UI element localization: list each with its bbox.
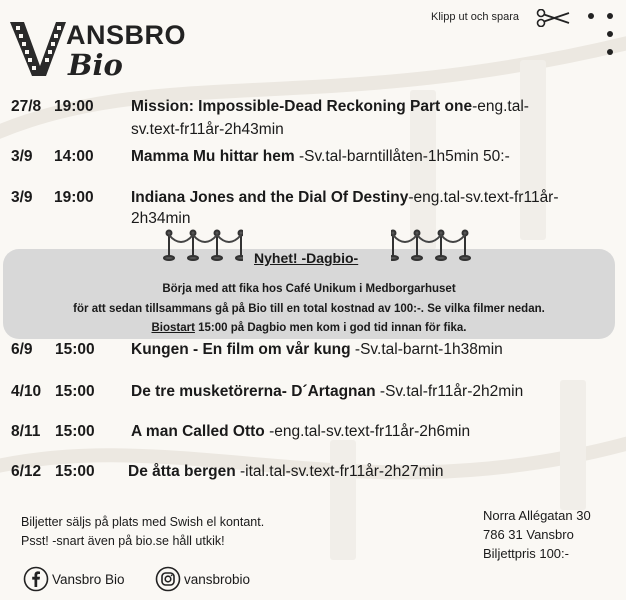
velvet-rope-icon: [391, 229, 471, 261]
instagram-label: vansbrobio: [184, 571, 251, 587]
screening-date: 6/12: [11, 463, 42, 480]
vansbro-bio-logo: [10, 18, 200, 82]
biostart-label: Biostart: [151, 322, 195, 334]
film-title: Indiana Jones and the Dial Of Destiny: [131, 189, 409, 206]
screening-time: 15:00: [55, 341, 95, 358]
screening-description: [131, 187, 559, 209]
address-city: 786 31 Vansbro: [483, 527, 574, 542]
ticket-info: [21, 513, 264, 551]
film-details: -eng.tal-sv.text-fr11år-2h6min: [264, 423, 471, 440]
screening-date: 3/9: [11, 148, 33, 165]
instagram-link[interactable]: [155, 566, 250, 592]
news-text-line: Börja med att fika hos Café Unikum i Medborgarhuset: [162, 283, 456, 295]
film-details-continued: sv.text-fr11år-2h43min: [131, 121, 284, 138]
screening-time: 15:00: [55, 383, 95, 400]
biostart-text: 15:00 på Dagbio men kom i god tid innan för fika.: [194, 322, 467, 334]
velvet-rope-icon: [163, 229, 243, 261]
film-details: -ital.tal-sv.text-fr11år-2h27min: [235, 463, 444, 480]
film-details-continued: 2h34min: [131, 210, 191, 227]
screening-description: [131, 421, 470, 443]
ticket-price: Biljettpris 100:-: [483, 546, 569, 561]
news-text-line: för att sedan tillsammans gå på Bio till en total kostnad av 100:-. Se vilka filmer nedan.: [73, 303, 545, 315]
brand-name: ANSBRO: [66, 20, 187, 50]
clip-and-save-label: Klipp ut och spara: [431, 11, 520, 23]
film-details: -eng.tal-: [472, 98, 529, 115]
screening-description: [128, 461, 444, 483]
film-details: -Sv.tal-barntillåten-1h5min 50:-: [294, 148, 510, 165]
screening-time: 15:00: [55, 463, 95, 480]
screening-description: [131, 381, 523, 403]
screening-description: [131, 339, 503, 361]
film-title: De tre musketörerna- D´Artagnan: [131, 383, 376, 400]
film-title: Mission: Impossible-Dead Reckoning Part one: [131, 98, 473, 115]
facebook-label: Vansbro Bio: [52, 571, 125, 587]
screening-description: [131, 96, 529, 118]
film-title: De åtta bergen: [128, 463, 236, 480]
address-block: [483, 506, 591, 563]
screening-date: 6/9: [11, 341, 33, 358]
news-text-line: [3, 320, 615, 336]
facebook-link[interactable]: [23, 566, 125, 592]
screening-date: 4/10: [11, 383, 42, 400]
screening-date: 27/8: [11, 98, 42, 115]
film-title: A man Called Otto: [131, 423, 265, 440]
brand-subtitle: Bio: [68, 48, 123, 82]
film-details: -Sv.tal-barnt-1h38min: [350, 341, 503, 358]
scissors-icon: [536, 9, 570, 27]
facebook-icon: [23, 566, 49, 592]
screening-date: 8/11: [11, 423, 41, 440]
news-heading: Nyhet! -Dagbio-: [254, 250, 359, 266]
screening-description: [131, 146, 510, 168]
film-details: -Sv.tal-fr11år-2h2min: [375, 383, 524, 400]
address-street: Norra Allégatan 30: [483, 508, 591, 523]
screening-time: 19:00: [54, 98, 94, 115]
screening-time: 14:00: [54, 148, 94, 165]
ticket-info-line: Biljetter säljs på plats med Swish el kontant.: [21, 515, 265, 529]
instagram-icon: [155, 566, 181, 592]
film-title: Mamma Mu hittar hem: [131, 148, 295, 165]
film-details: -eng.tal-sv.text-fr11år-: [408, 189, 559, 206]
screening-date: 3/9: [11, 189, 33, 206]
ticket-info-line: Psst! -snart även på bio.se håll utkik!: [21, 534, 225, 548]
screening-time: 15:00: [55, 423, 95, 440]
cut-line-dots: [586, 11, 616, 57]
film-title: Kungen - En film om vår kung: [131, 341, 351, 358]
v-logo-icon: [10, 18, 66, 78]
screening-time: 19:00: [54, 189, 94, 206]
